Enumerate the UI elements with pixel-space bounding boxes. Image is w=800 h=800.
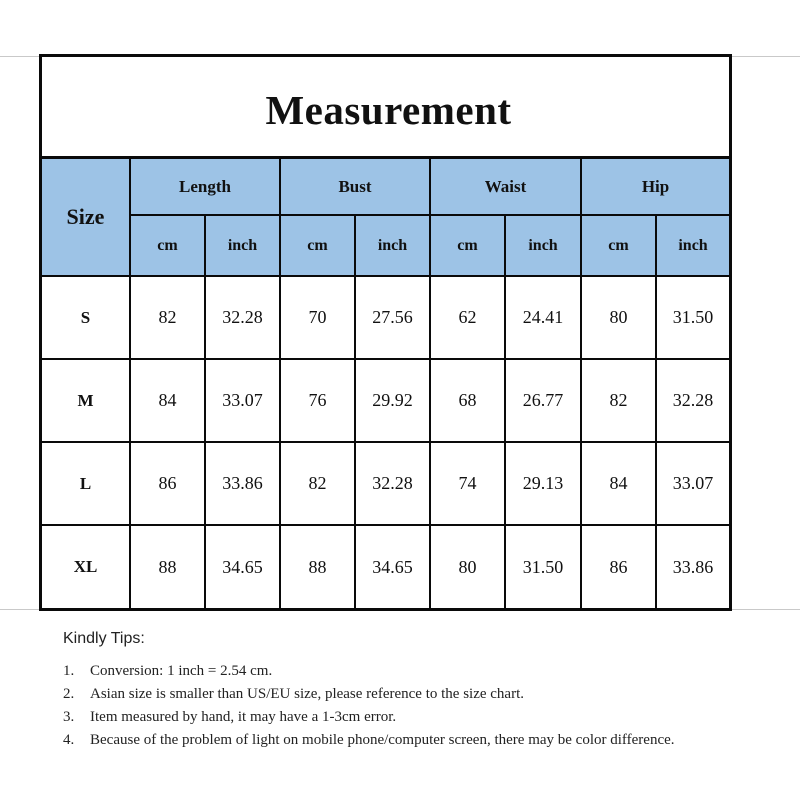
- tips-list: [63, 660, 763, 752]
- header-length: Length: [130, 159, 280, 215]
- list-number: 1.: [63, 663, 75, 679]
- header-hip: Hip: [581, 159, 729, 215]
- list-item: [63, 660, 763, 683]
- table-cell: 84: [581, 442, 656, 525]
- header-waist: Waist: [430, 159, 581, 215]
- list-item: [63, 706, 763, 729]
- header-size: Size: [42, 159, 130, 276]
- table-cell: 29.92: [355, 359, 430, 442]
- list-number: 2.: [63, 686, 75, 702]
- table-cell: 84: [130, 359, 205, 442]
- table-cell: 80: [430, 525, 505, 608]
- list-number: 3.: [63, 709, 75, 725]
- table-cell: 33.86: [656, 525, 729, 608]
- table-cell: 26.77: [505, 359, 581, 442]
- tip-text: Asian size is smaller than US/EU size, please reference to the size chart.: [90, 686, 524, 702]
- table-row: [42, 442, 729, 525]
- table-cell: 31.50: [505, 525, 581, 608]
- table-cell: 31.50: [656, 276, 729, 359]
- table-cell: 86: [581, 525, 656, 608]
- measurement-table: [42, 159, 729, 608]
- table-cell: 32.28: [355, 442, 430, 525]
- size-chart: [39, 54, 732, 611]
- tips-title: Kindly Tips:: [63, 630, 145, 647]
- header-unit: inch: [355, 215, 430, 276]
- table-cell: 82: [130, 276, 205, 359]
- table-cell: 76: [280, 359, 355, 442]
- table-cell: 86: [130, 442, 205, 525]
- table-cell: 62: [430, 276, 505, 359]
- table-cell: 33.07: [656, 442, 729, 525]
- header-row-units: [42, 215, 729, 276]
- table-row: [42, 276, 729, 359]
- table-cell: 68: [430, 359, 505, 442]
- table-cell: 74: [430, 442, 505, 525]
- table-cell: 27.56: [355, 276, 430, 359]
- tip-text: Item measured by hand, it may have a 1-3cm error.: [90, 709, 397, 725]
- table-cell: 34.65: [355, 525, 430, 608]
- list-item: [63, 729, 763, 752]
- header-row-groups: [42, 159, 729, 215]
- size-label: XL: [42, 525, 130, 608]
- table-cell: 29.13: [505, 442, 581, 525]
- chart-title: Measurement: [265, 86, 512, 133]
- list-number: 4.: [63, 732, 75, 748]
- table-cell: 82: [581, 359, 656, 442]
- table-cell: 34.65: [205, 525, 280, 608]
- table-cell: 32.28: [656, 359, 729, 442]
- table-cell: 24.41: [505, 276, 581, 359]
- table-row: [42, 359, 729, 442]
- list-item: [63, 683, 763, 706]
- size-label: M: [42, 359, 130, 442]
- tip-text: Because of the problem of light on mobile phone/computer screen, there may be color difference.: [90, 732, 675, 748]
- table-cell: 88: [130, 525, 205, 608]
- kindly-tips: [63, 630, 763, 752]
- table-cell: 88: [280, 525, 355, 608]
- table-row: [42, 525, 729, 608]
- header-unit: cm: [280, 215, 355, 276]
- header-unit: inch: [205, 215, 280, 276]
- tip-text: Conversion: 1 inch = 2.54 cm.: [90, 663, 273, 679]
- table-cell: 33.86: [205, 442, 280, 525]
- table-cell: 80: [581, 276, 656, 359]
- header-bust: Bust: [280, 159, 430, 215]
- header-unit: cm: [581, 215, 656, 276]
- table-cell: 82: [280, 442, 355, 525]
- size-label: L: [42, 442, 130, 525]
- table-cell: 32.28: [205, 276, 280, 359]
- title-row: [42, 57, 729, 159]
- header-unit: inch: [505, 215, 581, 276]
- header-unit: inch: [656, 215, 729, 276]
- table-cell: 70: [280, 276, 355, 359]
- header-unit: cm: [430, 215, 505, 276]
- header-unit: cm: [130, 215, 205, 276]
- table-cell: 33.07: [205, 359, 280, 442]
- size-label: S: [42, 276, 130, 359]
